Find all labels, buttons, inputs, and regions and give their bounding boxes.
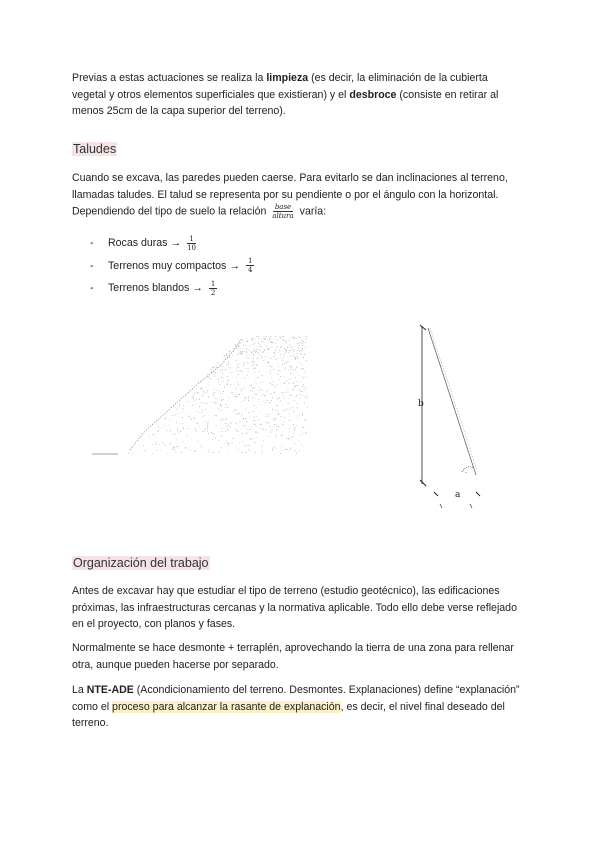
taludes-text-end: varía: xyxy=(299,205,327,218)
organizacion-paragraph-2: Normalmente se hace desmonte + terraplén, aprovechando la tierra de una zona para rellenar otra, aunque pueden hacerse por separado. xyxy=(72,642,514,671)
slope-line-shadow xyxy=(430,328,477,470)
fraction-denominator: altura xyxy=(272,212,294,221)
label-b: b xyxy=(418,399,424,409)
list-item-label: Rocas duras xyxy=(108,237,168,250)
fraction-denominator: 4 xyxy=(247,266,253,275)
base-mark-left xyxy=(440,504,442,508)
highlighted-definition: proceso para alcanzar la rasante de explanación xyxy=(112,700,341,713)
list-dash: - xyxy=(90,282,94,295)
height-tick-top xyxy=(420,325,426,330)
list-item-label: Terrenos blandos xyxy=(108,282,190,295)
base-tick-left xyxy=(434,492,438,496)
arrow-icon: → xyxy=(192,282,203,295)
organizacion-heading: Organización del trabajo xyxy=(73,556,209,570)
limpieza-term: limpieza xyxy=(266,72,309,84)
fraction-numerator: 1 xyxy=(210,279,216,288)
fraction-numerator: base xyxy=(274,203,292,212)
height-tick-bottom xyxy=(420,480,426,486)
item-fraction xyxy=(246,257,254,274)
list-item xyxy=(90,255,257,278)
intro-text-1: Previas a estas actuaciones se realiza la xyxy=(72,72,267,84)
item-fraction xyxy=(187,235,196,252)
taludes-paragraph xyxy=(72,170,524,220)
intro-text-2: (es decir, la eliminación de la cubierta vegetal y otros elementos superficiales que existieran) y el xyxy=(72,72,488,101)
desbroce-term: desbroce xyxy=(349,88,397,101)
slope-list xyxy=(90,232,257,300)
slope-edge xyxy=(130,338,242,450)
angle-mark: · xyxy=(465,470,467,477)
label-a: a xyxy=(455,490,461,500)
slope-illustration xyxy=(72,332,312,460)
fraction-denominator: 10 xyxy=(187,243,196,252)
taludes-text: Cuando se excava, las paredes pueden caerse. Para evitarlo se dan inclinaciones al terreno, llamadas taludes. El talud se representa por su pendiente o por el ángulo con la horizontal. Dependiendo del tipo de suelo la relación xyxy=(72,172,508,218)
fraction-denominator: 2 xyxy=(210,288,216,297)
item-fraction xyxy=(209,280,217,297)
nte-ade-term: NTE-ADE xyxy=(86,684,134,696)
list-dash: - xyxy=(90,259,94,272)
soil-stipple xyxy=(128,336,308,455)
organizacion-paragraph-3 xyxy=(72,682,524,732)
list-item-label: Terrenos muy compactos xyxy=(108,259,227,272)
intro-text-3: (consiste en retirar al menos 25cm de la capa superior del terreno). xyxy=(72,88,499,118)
p3-text-2: (Acondicionamiento del terreno. Desmontes. Explanaciones) define “explanación” como el xyxy=(72,684,520,713)
base-mark-right xyxy=(470,504,472,508)
p3-text-3: , es decir, el nivel final deseado del terreno. xyxy=(72,700,505,730)
fraction-numerator: 1 xyxy=(247,257,253,266)
base-tick-right xyxy=(476,492,480,496)
arrow-icon: → xyxy=(229,259,240,272)
list-item xyxy=(90,277,257,300)
list-item xyxy=(90,232,257,255)
arrow-icon: → xyxy=(170,237,182,250)
p3-text-1: La xyxy=(72,684,87,696)
slope-ratio-diagram xyxy=(400,320,510,515)
base-altura-fraction xyxy=(272,203,293,220)
taludes-heading: Taludes xyxy=(73,142,117,156)
intro-paragraph xyxy=(72,70,524,120)
fraction-numerator: 1 xyxy=(189,234,194,243)
organizacion-paragraph-1: Antes de excavar hay que estudiar el tipo de terreno (estudio geotécnico), las edificaciones próximas, las infraestructuras cercanas y la normativa aplicable. Todo ello debe verse reflejado en el proyecto, con planos y fases. xyxy=(72,585,517,631)
slope-line xyxy=(428,328,476,475)
angle-arc xyxy=(462,467,474,472)
list-dash: - xyxy=(90,237,94,250)
